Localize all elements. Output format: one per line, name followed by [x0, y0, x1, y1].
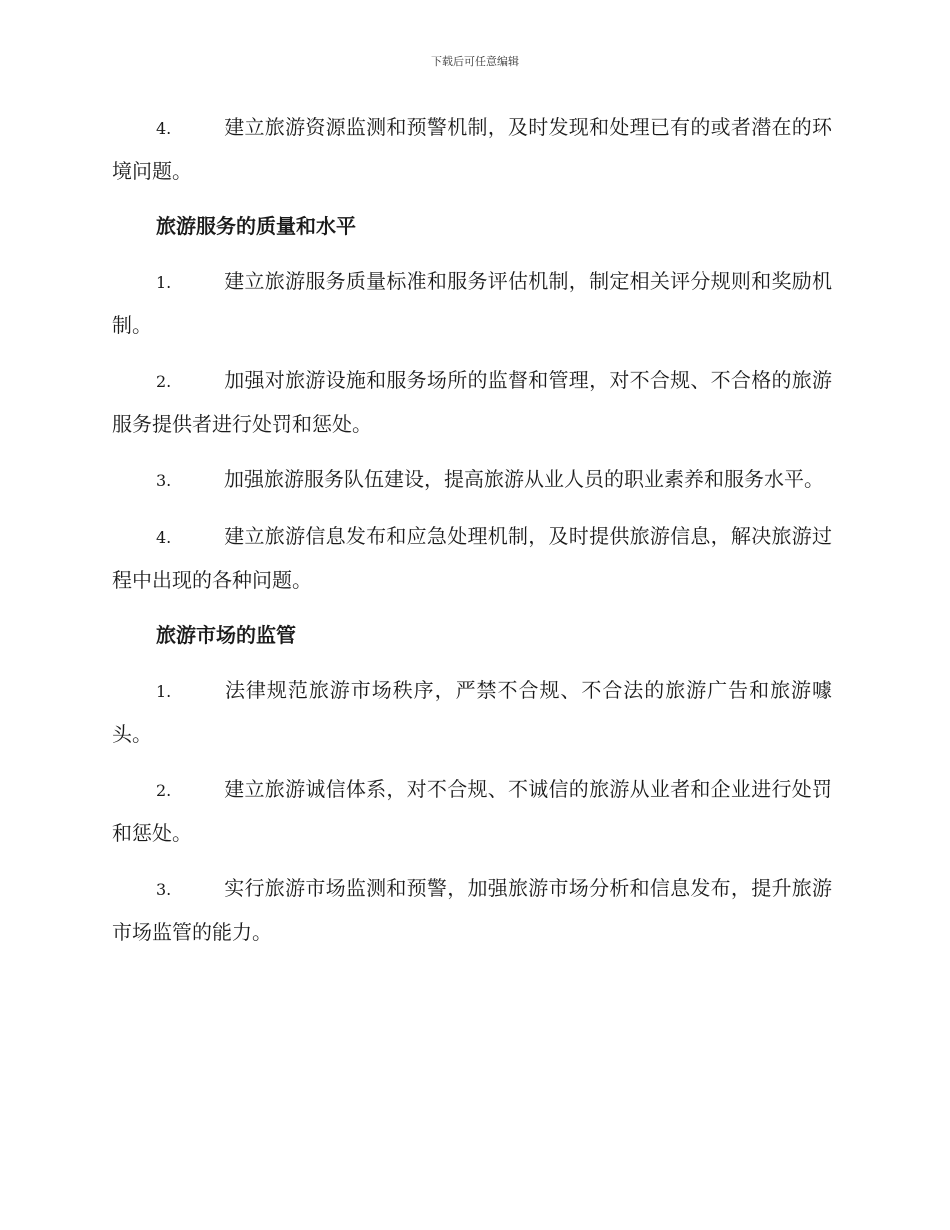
list-item: [112, 669, 832, 755]
item-text: 实行旅游市场监测和预警，加强旅游市场分析和信息发布，提升旅游市场监管的能力。: [112, 876, 832, 944]
item-number: 4.: [156, 119, 172, 138]
list-item: [112, 260, 832, 346]
document-body: [112, 106, 832, 966]
list-item: [112, 359, 832, 445]
item-text: 加强对旅游设施和服务场所的监督和管理，对不合规、不合格的旅游服务提供者进行处罚和惩处。: [112, 368, 832, 436]
item-number: 1.: [156, 682, 172, 701]
item-number: 3.: [156, 471, 172, 490]
section-heading: 旅游服务的质量和水平: [156, 214, 356, 238]
item-text: 建立旅游服务质量标准和服务评估机制，制定相关评分规则和奖励机制。: [112, 269, 832, 337]
list-item: [112, 106, 832, 192]
page-header: 下载后可任意编辑: [431, 55, 519, 68]
item-number: 2.: [156, 372, 172, 391]
item-number: 1.: [156, 273, 172, 292]
list-item: [112, 458, 832, 502]
item-text: 加强旅游服务队伍建设，提高旅游从业人员的职业素养和服务水平。: [224, 467, 824, 491]
list-item: [112, 515, 832, 601]
item-text: 建立旅游信息发布和应急处理机制，及时提供旅游信息，解决旅游过程中出现的各种问题。: [112, 524, 832, 592]
item-text: 建立旅游资源监测和预警机制，及时发现和处理已有的或者潜在的环境问题。: [112, 115, 832, 183]
list-item: [112, 867, 832, 953]
item-number: 3.: [156, 880, 172, 899]
item-text: 法律规范旅游市场秩序，严禁不合规、不合法的旅游广告和旅游噱头。: [112, 678, 832, 746]
item-number: 4.: [156, 528, 172, 547]
list-item: [112, 768, 832, 854]
section-heading: 旅游市场的监管: [156, 623, 296, 647]
item-text: 建立旅游诚信体系，对不合规、不诚信的旅游从业者和企业进行处罚和惩处。: [112, 777, 832, 845]
item-number: 2.: [156, 781, 172, 800]
